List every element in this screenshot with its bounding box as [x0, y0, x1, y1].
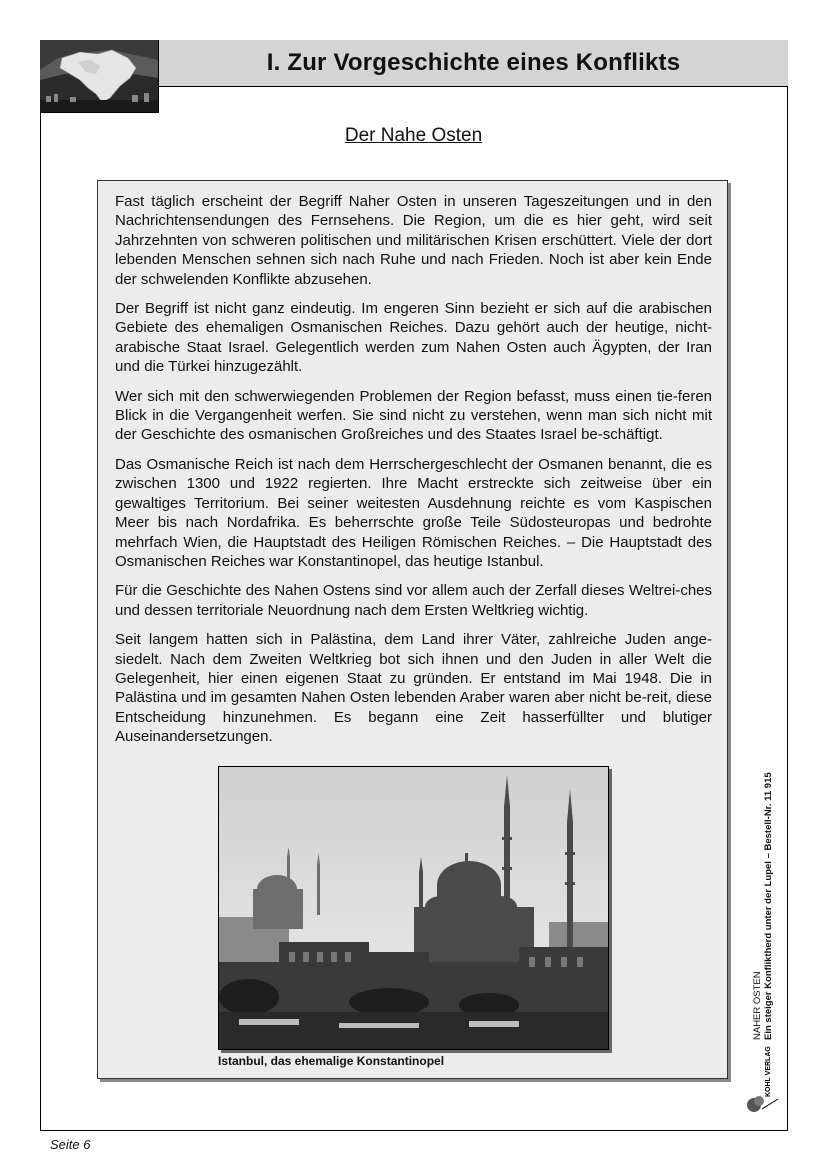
- paragraph: Der Begriff ist nicht ganz eindeutig. Im engeren Sinn bezieht er sich auf die arabischen Gebiete des ehemaligen Osmanischen Reiches. Dazu gehört auch der heutige, nicht-arabische Staat Israel. Gelegentlich werden zum Nahen Osten auch Ägypten, der Iran und die Türkei hinzugezählt.: [115, 300, 712, 376]
- paragraph: Für die Geschichte des Nahen Ostens sind vor allem auch der Zerfall dieses Weltrei-ches und dessen territoriale Neuordnung nach dem Ersten Weltkrieg wichtig.: [115, 582, 712, 619]
- chapter-title: I. Zur Vorgeschichte eines Konflikts: [266, 49, 681, 76]
- section-title: Der Nahe Osten: [344, 125, 483, 146]
- paragraph: Das Osmanische Reich ist nach dem Herrschergeschlecht der Osmanen benannt, die es zwischen 1300 und 1922 regierten. Ihre Macht erstreckte sich zeitweise über ein gewaltiges Territorium. Bei seiner weitesten Ausdehnung reichte es vom Kaspischen Meer bis nach Nordafrika. Es beherrschte große Teile Südosteuropas und bedrohte mehrfach Wien, die Hauptstadt des Heiligen Römischen Reiches. – Die Hauptstadt des Osmanischen Reiches war Konstantinopel, das heutige Istanbul.: [115, 455, 712, 570]
- paragraph: Wer sich mit den schwerwiegenden Problemen der Region befasst, muss einen tie-feren Blick in die Vergangenheit werfen. Sie sind nicht zu verstehen, wenn man sich nicht mit der Geschichte des osmanischen Großreiches und des Staates Israel be-schäftigt.: [115, 387, 712, 444]
- series-title: NAHER OSTEN: [752, 971, 763, 1040]
- text-column: [115, 192, 712, 757]
- middle-east-map-icon: [40, 40, 159, 113]
- content-box: [97, 180, 728, 1079]
- figure-caption: Istanbul, das ehemalige Konstantinopel: [218, 1054, 445, 1068]
- header-bar: [159, 40, 788, 87]
- page-number: Seite 6: [50, 1137, 91, 1152]
- istanbul-mosque-photo: [218, 766, 609, 1050]
- paragraph: Seit langem hatten sich in Palästina, dem Land ihrer Väter, zahlreiche Juden ange-siedelt. Nach dem Zweiten Weltkrieg bot sich ihnen und den Juden in aller Welt die Gelegenheit, hier einen eigenen Staat zu gründen. Er entstand im Mai 1948. Die in Palästina und im gesamten Nahen Osten lebenden Araber waren aber nicht be-reit, diese Entscheidung hinzunehmen. Es begann eine Zeit hasserfüllter und blutiger Auseinandersetzungen.: [115, 631, 712, 746]
- series-subtitle: [763, 772, 774, 1040]
- series-subtitle-text: Ein steiger Konfliktherd unter der Lupel –: [763, 850, 774, 1040]
- order-number: Bestell-Nr. 11 915: [763, 772, 774, 851]
- side-label: [752, 772, 774, 1040]
- paragraph: Fast täglich erscheint der Begriff Naher Osten in unseren Tageszeitungen und in den Nachrichtensendungen des Fernsehens. Die Region, um die es hier geht, wird seit Jahrzehnten von schweren politischen und militärischen Krisen erschüttert. Viele der dort lebenden Menschen sehnen sich nach Ruhe und nach Frieden. Noch ist aber kein Ende der schwelenden Konflikte abzusehen.: [115, 193, 712, 288]
- publisher-name: KOHL VERLAG: [765, 1046, 772, 1097]
- publisher-logo: [744, 1045, 780, 1117]
